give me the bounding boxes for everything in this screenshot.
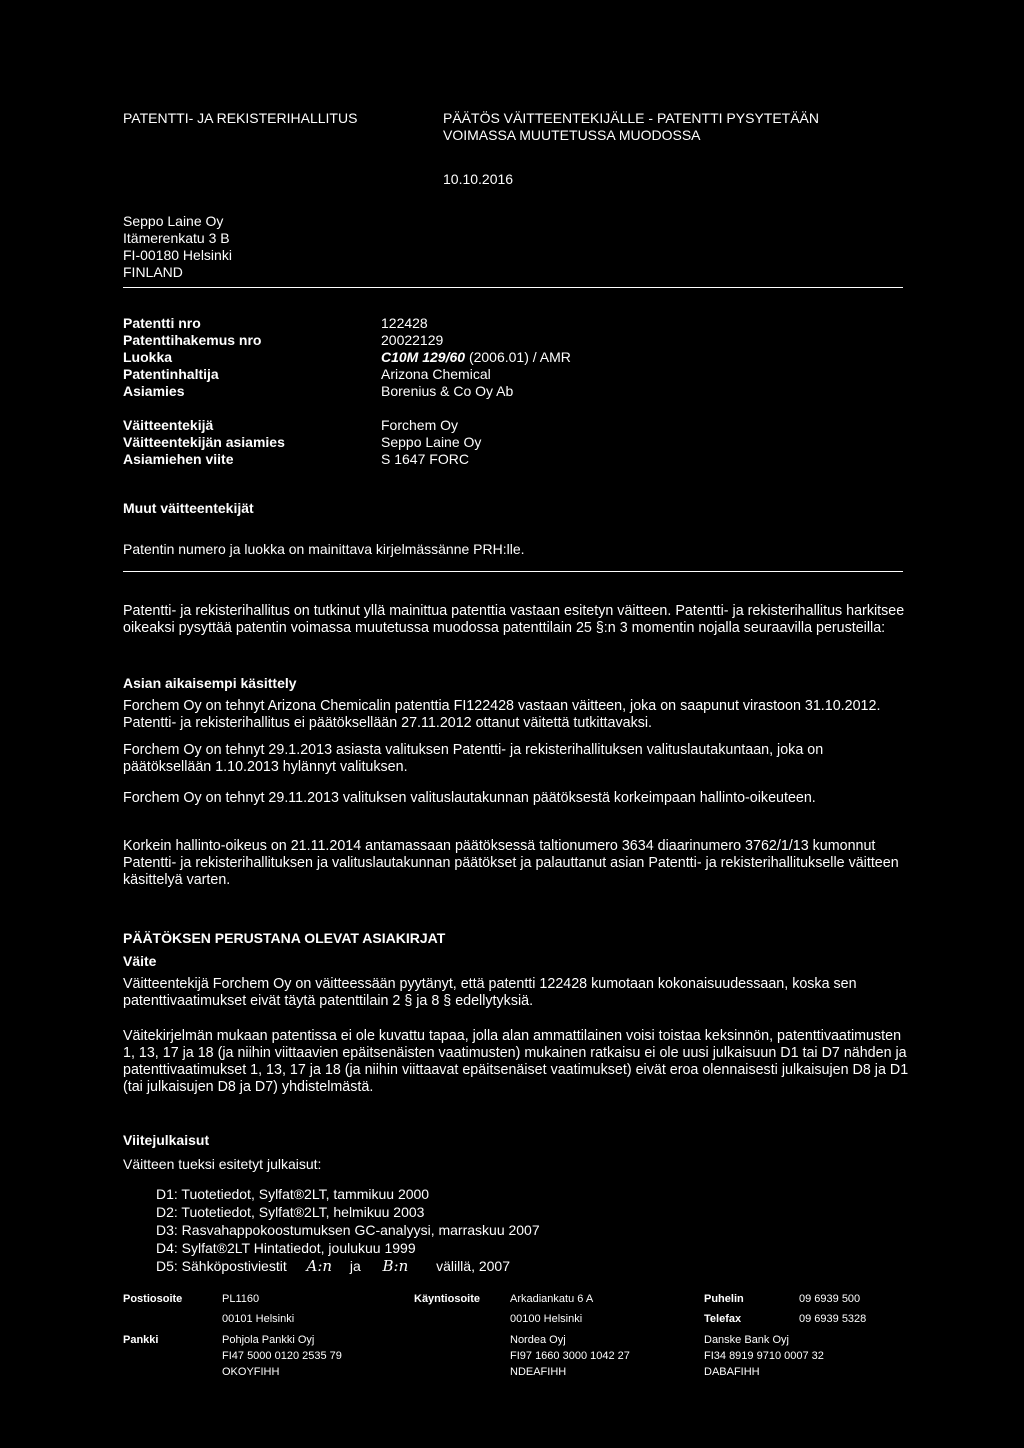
info-row — [123, 383, 903, 400]
info-value: Forchem Oy — [381, 417, 459, 433]
footer-bank3-bic: DABAFIHH — [704, 1366, 760, 1378]
footer-bank1-name: Pohjola Pankki Oyj — [222, 1334, 315, 1346]
recipient-name: Seppo Laine Oy — [123, 213, 224, 229]
history-paragraph-1: Forchem Oy on tehnyt Arizona Chemicalin patenttia FI122428 vastaan väitteen, joka on saapunut virastoon 31.10.2012. Patentti- ja rekisterihallitus ei päätöksellään 27.11.2012 ottanut väitettä tutkittavaksi. — [123, 698, 881, 731]
claim-paragraph-1: Väitteentekijä Forchem Oy on väitteessään pyytänyt, että patentti 122428 kumotaan kokonaisuudessaan, koska sen patenttivaatimukset eivät täytä patenttilain 2 § ja 8 § edellytyksiä. — [123, 976, 857, 1009]
reference-item: D2: Tuotetiedot, Sylfat®2LT, helmikuu 2003 — [156, 1204, 425, 1220]
info-value: 20022129 — [381, 332, 444, 348]
footer-bank2-name: Nordea Oyj — [510, 1334, 566, 1346]
info-row — [123, 451, 903, 468]
history-paragraph-2: Forchem Oy on tehnyt 29.1.2013 asiasta valituksen Patentti- ja rekisterihallituksen valituslautakuntaan, joka on päätöksellään 1.10.2013 hylännyt valituksen. — [123, 742, 824, 775]
footer-bank2-bic: NDEAFIHH — [510, 1366, 567, 1378]
divider-middle — [123, 571, 903, 572]
footer-fax: 09 6939 5328 — [799, 1313, 867, 1325]
decision-title-line2: VOIMASSA MUUTETUSSA MUODOSSA — [443, 127, 701, 143]
documents-heading: PÄÄTÖKSEN PERUSTANA OLEVAT ASIAKIRJAT — [123, 930, 446, 946]
footer-bank3-iban: FI34 8919 9710 0007 32 — [704, 1350, 824, 1362]
info-value: S 1647 FORC — [381, 451, 469, 467]
footer-bank3-name: Danske Bank Oyj — [704, 1334, 789, 1346]
footer-postal-city: 00101 Helsinki — [222, 1313, 295, 1325]
footer-fax-label: Telefax — [704, 1313, 742, 1325]
ref5-suffix: välillä, 2007 — [436, 1258, 510, 1274]
decision-title-line1: PÄÄTÖS VÄITTEENTEKIJÄLLE - PATENTTI PYSYTETÄÄN — [443, 110, 820, 126]
reference-item-d5 — [156, 1257, 540, 1275]
recipient-country: FINLAND — [123, 264, 183, 280]
footer-visit-label: Käyntiosoite — [414, 1293, 481, 1305]
info-row — [123, 434, 903, 451]
reference-note: Patentin numero ja luokka on mainittava kirjelmässänne PRH:lle. — [123, 541, 525, 557]
class-detail: (2006.01) / AMR — [465, 349, 571, 365]
info-label: Väitteentekijä — [123, 417, 214, 433]
history-paragraph-4: Korkein hallinto-oikeus on 21.11.2014 antamassaan päätöksessä taltionumero 3634 diaarinumero 3762/1/13 kumonnut Patentti- ja rekisterihallituksen ja valituslautakunnan päätökset ja palauttanut asian Patentti- ja rekisterihallitukselle väitteen käsittelyä varten. — [123, 838, 899, 888]
info-label: Asiamiehen viite — [123, 451, 234, 467]
recipient-address — [123, 213, 232, 281]
office-name: PATENTTI- JA REKISTERIHALLITUS — [123, 110, 358, 126]
info-row — [123, 366, 903, 383]
info-label: Väitteentekijän asiamies — [123, 434, 285, 450]
reference-item: D4: Sylfat®2LT Hintatiedot, joulukuu 1999 — [156, 1240, 416, 1256]
info-label: Patentti nro — [123, 315, 201, 331]
recipient-street: Itämerenkatu 3 B — [123, 230, 230, 246]
reference-item: D3: Rasvahappokoostumuksen GC-analyysi, marraskuu 2007 — [156, 1222, 540, 1238]
claim-paragraph-2: Väitekirjelmän mukaan patentissa ei ole kuvattu tapaa, jolla alan ammattilainen voisi toistaa keksinnön, patenttivaatimusten 1, 13, 17 ja 18 (ja niihin viittaavien epäitsenäisten vaatimusten) mukainen ratkaisu ei ole uusi julkaisuun D1 tai D7 nähden ja patenttivaatimukset 1, 13, 17 ja 18 (ja niihin viittaavat epäitsenäiset vaatimukset) eivät eroa olennaisesti julkaisujen D8 ja D1 (tai julkaisujen D8 ja D7) yhdistelmästä. — [123, 1028, 909, 1095]
recipient-postal: FI-00180 Helsinki — [123, 247, 232, 263]
info-label: Luokka — [123, 349, 173, 365]
other-opponents-label: Muut väitteentekijät — [123, 500, 254, 516]
footer-phone-label: Puhelin — [704, 1293, 744, 1305]
decision-date: 10.10.2016 — [443, 171, 514, 187]
info-label: Patentinhaltija — [123, 366, 219, 382]
footer-bank1-iban: FI47 5000 0120 2535 79 — [222, 1350, 342, 1362]
info-value — [381, 349, 571, 366]
footer-postal-box: PL1160 — [222, 1293, 260, 1305]
footer-phone: 09 6939 500 — [799, 1293, 861, 1305]
history-paragraph-3: Forchem Oy on tehnyt 29.11.2013 valituksen valituslautakunnan päätöksestä korkeimpaan hallinto-oikeuteen. — [123, 790, 816, 806]
info-label: Asiamies — [123, 383, 185, 399]
reference-list — [156, 1185, 540, 1275]
info-value: Arizona Chemical — [381, 366, 491, 382]
footer-visit-street: Arkadiankatu 6 A — [510, 1293, 594, 1305]
info-label: Patenttihakemus nro — [123, 332, 262, 348]
footer — [123, 1292, 903, 1382]
info-value: Seppo Laine Oy — [381, 434, 482, 450]
ref5-conjunction: ja — [349, 1258, 361, 1274]
footer-postal-label: Postiosoite — [123, 1293, 183, 1305]
info-value: Borenius & Co Oy Ab — [381, 383, 514, 399]
ref5-prefix: D5: Sähköpostiviestit — [156, 1258, 287, 1274]
reference-item: D1: Tuotetiedot, Sylfat®2LT, tammikuu 2000 — [156, 1186, 430, 1202]
intro-paragraph: Patentti- ja rekisterihallitus on tutkinut yllä mainittua patenttia vastaan esitetyn väitteen. Patentti- ja rekisterihallitus harkitsee oikeaksi pysyttää patentin voimassa muutetussa muodossa patenttilain 25 §:n 3 momentin nojalla seuraavilla perusteilla: — [123, 603, 905, 636]
footer-visit-city: 00100 Helsinki — [510, 1313, 583, 1325]
info-row — [123, 315, 903, 332]
info-row — [123, 417, 903, 434]
handwritten-name-b: B:n — [382, 1257, 409, 1275]
footer-bank-label: Pankki — [123, 1334, 159, 1346]
info-value: 122428 — [381, 315, 428, 331]
class-code: C10M 129/60 — [381, 349, 466, 365]
footer-bank1-bic: OKOYFIHH — [222, 1366, 280, 1378]
references-intro: Väitteen tueksi esitetyt julkaisut: — [123, 1156, 322, 1172]
references-heading: Viitejulkaisut — [123, 1132, 210, 1148]
info-row — [123, 332, 903, 349]
footer-bank2-iban: FI97 1660 3000 1042 27 — [510, 1350, 630, 1362]
handwritten-name-a: A:n — [306, 1257, 333, 1275]
patent-info — [123, 315, 903, 468]
history-heading: Asian aikaisempi käsittely — [123, 675, 297, 691]
info-row — [123, 349, 903, 366]
claim-heading: Väite — [123, 953, 157, 969]
divider-top — [123, 287, 903, 288]
